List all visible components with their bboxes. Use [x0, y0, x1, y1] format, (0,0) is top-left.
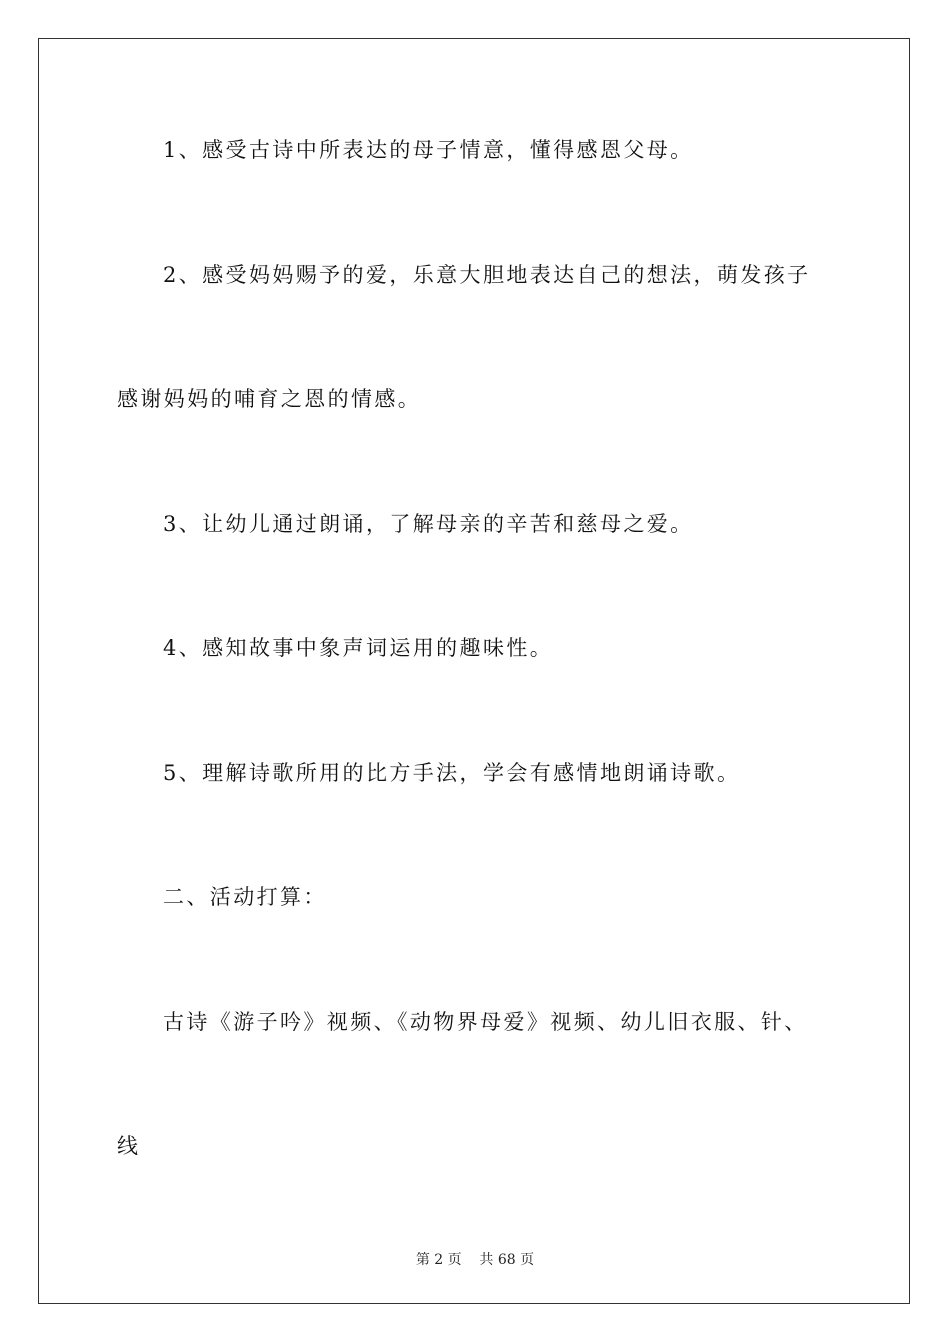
materials-line: 古诗《游子吟》视频、《动物界母爱》视频、幼儿旧衣服、针、	[163, 1010, 808, 1034]
page-frame	[38, 38, 910, 1304]
goal-5: 5、理解诗歌所用的比方手法，学会有感情地朗诵诗歌。	[163, 761, 741, 785]
goal-4: 4、感知故事中象声词运用的趣味性。	[163, 636, 554, 660]
goal-2: 2、感受妈妈赐予的爱，乐意大胆地表达自己的想法，萌发孩子	[163, 263, 811, 287]
section-heading: 二、活动打算：	[163, 885, 327, 909]
materials-line-continued: 线	[117, 1134, 141, 1158]
goal-2-continued: 感谢妈妈的哺育之恩的情感。	[117, 387, 422, 411]
goal-1: 1、感受古诗中所表达的母子情意，懂得感恩父母。	[163, 138, 694, 162]
page-number: 第 2 页 共 68 页	[415, 1252, 535, 1268]
goal-3: 3、让幼儿通过朗诵，了解母亲的辛苦和慈母之爱。	[163, 512, 694, 536]
